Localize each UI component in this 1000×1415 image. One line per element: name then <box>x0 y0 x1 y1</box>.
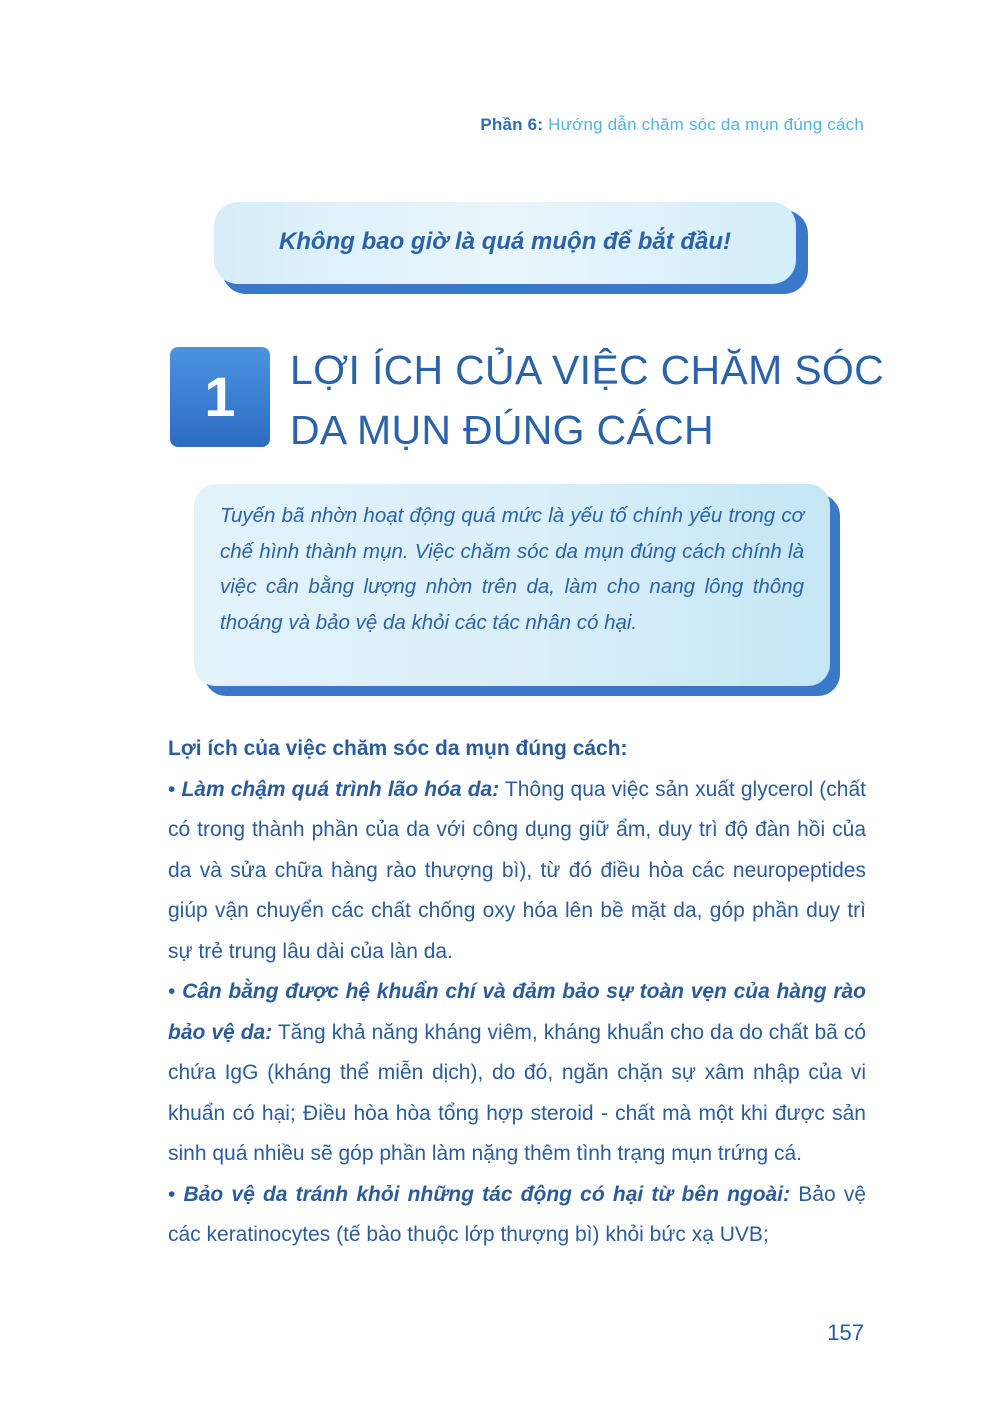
intro-text: Tuyến bã nhờn hoạt động quá mức là yếu tố chính yếu trong cơ chế hình thành mụn. Việc chăm sóc da mụn đúng cách chính là việc cân bằng lượng nhờn trên da, làm cho nang lông thông thoáng và bảo vệ da khỏi các tác nhân có hại. <box>220 504 804 634</box>
benefit-term: Làm chậm quá trình lão hóa da: <box>181 777 500 801</box>
part-label: Phần 6: <box>480 115 544 134</box>
body-text <box>168 729 866 1256</box>
intro-callout <box>194 484 840 696</box>
benefit-text: Bảo vệ các keratinocytes (tế bào thuộc lớp thượng bì) khỏi bức xạ UVB; <box>168 1182 866 1246</box>
motto-box <box>214 202 796 284</box>
part-title: Hướng dẫn chăm sóc da mụn đúng cách <box>548 115 864 134</box>
benefit-text: Thông qua việc sản xuất glycerol (chất có trong thành phần của da với công dụng giữ ẩm, duy trì độ đàn hồi của da và sửa chữa hàng rào thượng bì), từ đó điều hòa các neuropeptides giúp vận chuyển các chất chống oxy hóa lên bề mặt da, góp phần duy trì sự trẻ trung lâu dài của làn da. <box>168 777 866 963</box>
benefit-item <box>168 770 866 973</box>
motto-callout <box>214 202 802 290</box>
motto-text: Không bao giờ là quá muộn để bắt đầu! <box>278 228 732 255</box>
bullet: • <box>168 1182 176 1206</box>
bullet: • <box>168 980 176 1003</box>
benefit-term: Cân bằng được hệ khuẩn chí và đảm bảo sự toàn vẹn của hàng rào bảo vệ da: <box>168 980 866 1044</box>
benefit-term: Bảo vệ da tránh khỏi những tác động có hại từ bên ngoài: <box>183 1182 791 1206</box>
intro-box <box>194 484 830 686</box>
benefits-lead: Lợi ích của việc chăm sóc da mụn đúng cách: <box>168 737 628 760</box>
section-number-badge: 1 <box>170 347 270 447</box>
benefit-item <box>168 1175 866 1256</box>
page-number: 157 <box>827 1320 864 1345</box>
benefit-item <box>168 972 866 1175</box>
benefit-text: Tăng khả năng kháng viêm, kháng khuẩn cho da do chất bã có chứa IgG (kháng thể miễn dịch), do đó, ngăn chặn sự xâm nhập của vi khuẩn có hại; Điều hòa hòa tổng hợp steroid - chất mà một khi được sản sinh quá nhiều sẽ góp phần làm nặng thêm tình trạng mụn trứng cá. <box>168 1020 866 1165</box>
running-header <box>480 115 864 135</box>
bullet: • <box>168 777 176 801</box>
section-title: LỢI ÍCH CỦA VIỆC CHĂM SÓC DA MỤN ĐÚNG CÁCH <box>290 347 884 453</box>
